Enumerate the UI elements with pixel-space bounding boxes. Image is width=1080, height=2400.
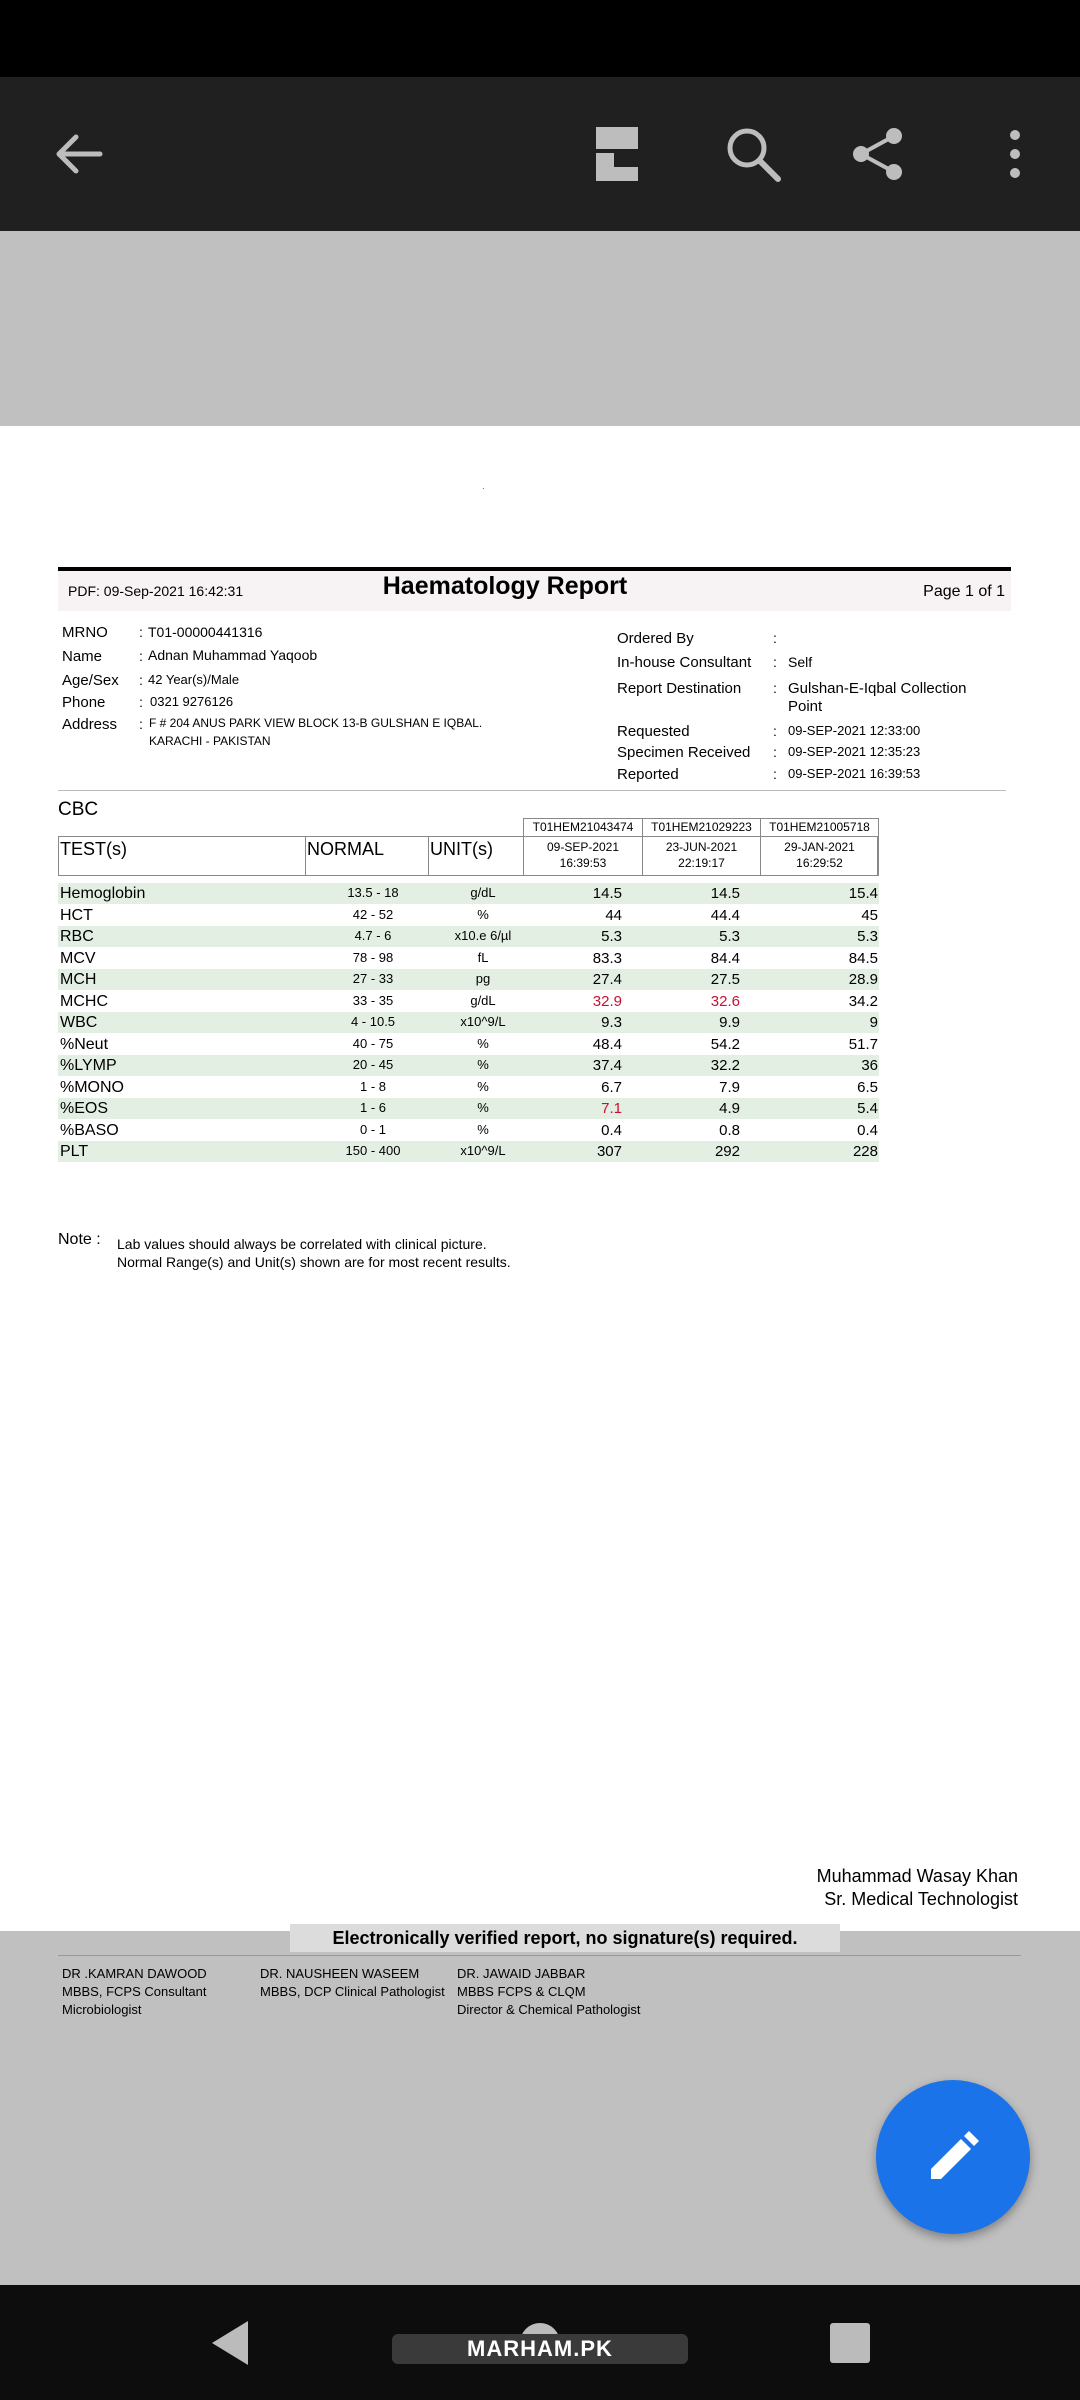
result-1: 6.7: [601, 1078, 622, 1096]
document-viewer[interactable]: [0, 231, 1080, 2285]
destination-label: Report Destination: [617, 680, 742, 697]
table-row: [58, 948, 879, 969]
doctor-2-name: DR. NAUSHEEN WASEEM: [260, 1966, 420, 1981]
run-2-id: T01HEM21029223: [642, 818, 761, 837]
phone-label: Phone: [62, 694, 106, 711]
test-name: %Neut: [60, 1035, 109, 1053]
result-2: 7.9: [719, 1078, 740, 1096]
run-2-datetime: [642, 836, 761, 876]
result-3: 84.5: [848, 949, 878, 967]
page-layout-icon: [594, 125, 640, 183]
test-name: %LYMP: [60, 1057, 117, 1074]
top-toolbar: [0, 77, 1080, 231]
result-2: 84.4: [710, 949, 740, 967]
normal-range: 0 - 1: [359, 1121, 386, 1137]
unit: g/dL: [470, 885, 496, 900]
normal-range: 13.5 - 18: [347, 885, 399, 900]
table-row: [58, 1120, 879, 1141]
result-2: 54.2: [710, 1035, 740, 1053]
result-1: 32.9: [592, 992, 622, 1010]
table-row: [58, 883, 879, 904]
address-line2: KARACHI - PAKISTAN: [149, 734, 271, 748]
result-2: 9.9: [719, 1014, 740, 1031]
run-2-date: 23-JUN-2021: [665, 840, 738, 854]
nav-back-icon: [208, 2319, 252, 2367]
requested-label: Requested: [617, 723, 690, 740]
address-label: Address: [62, 716, 118, 733]
section-title: CBC: [58, 799, 99, 820]
agesex-value: 42 Year(s)/Male: [148, 672, 240, 687]
result-2: 32.2: [710, 1057, 740, 1074]
doctor-3-line2: Director & Chemical Pathologist: [457, 2002, 641, 2017]
result-1: 307: [596, 1143, 622, 1160]
result-3: 36: [861, 1057, 878, 1074]
result-2: 5.3: [719, 928, 740, 945]
result-3: 9: [869, 1014, 878, 1031]
share-icon: [850, 126, 906, 182]
result-3: 45: [861, 906, 878, 924]
normal-range: 1 - 6: [359, 1100, 386, 1115]
result-1: 9.3: [601, 1014, 622, 1031]
mrno-value: T01-00000441316: [148, 624, 263, 640]
result-1: 48.4: [592, 1035, 622, 1053]
result-3: 28.9: [848, 971, 878, 988]
test-name: RBC: [60, 928, 94, 945]
doctor-3-line1: MBBS FCPS & CLQM: [457, 1984, 586, 1999]
normal-range: 20 - 45: [352, 1057, 394, 1072]
result-1: 5.3: [601, 928, 622, 945]
unit: %: [477, 1035, 489, 1051]
specimen-label: Specimen Received: [617, 744, 751, 761]
verified-banner: Electronically verified report, no signature(s) required.: [290, 1924, 840, 1952]
normal-range: 1 - 8: [359, 1078, 386, 1094]
table-row: [58, 1034, 879, 1055]
test-name: WBC: [60, 1014, 98, 1031]
result-2: 292: [714, 1143, 740, 1160]
normal-range: 150 - 400: [345, 1143, 401, 1158]
more-options-button[interactable]: [955, 77, 1075, 231]
unit: %: [477, 1100, 489, 1115]
header-normal: NORMAL: [307, 839, 385, 859]
normal-range: 42 - 52: [352, 906, 394, 922]
unit: pg: [475, 971, 491, 986]
reported-value: 09-SEP-2021 16:39:53: [788, 766, 921, 781]
result-2: 44.4: [710, 906, 740, 924]
note-line-2: Normal Range(s) and Unit(s) shown are for most recent results.: [117, 1254, 511, 1270]
test-name: MCHC: [60, 992, 108, 1010]
page-layout-button[interactable]: [557, 77, 677, 231]
table-row: [58, 991, 879, 1012]
result-3: 5.3: [857, 928, 878, 945]
table-row: [58, 969, 879, 990]
result-3: 51.7: [848, 1035, 878, 1053]
result-3: 6.5: [857, 1078, 878, 1096]
unit: %: [477, 1121, 489, 1137]
table-row: [58, 1012, 879, 1033]
share-button[interactable]: [818, 77, 938, 231]
unit: %: [477, 1078, 489, 1094]
run-1-time: 16:39:53: [559, 856, 607, 870]
run-3-date: 29-JAN-2021: [784, 840, 855, 854]
technologist-name: Muhammad Wasay Khan: [816, 1866, 1018, 1886]
result-1: 37.4: [592, 1057, 622, 1074]
doctor-1-name: DR .KAMRAN DAWOOD: [62, 1966, 207, 1981]
result-2: 27.5: [710, 971, 740, 988]
mrno-label: MRNO: [62, 624, 108, 641]
run-3-datetime: [760, 836, 879, 876]
table-row: [58, 1055, 879, 1076]
note-label: Note :: [58, 1231, 101, 1248]
unit: x10^9/L: [460, 1143, 506, 1158]
nav-recents-icon: [829, 2322, 871, 2364]
agesex-label: Age/Sex: [62, 672, 119, 689]
test-name: HCT: [60, 906, 93, 924]
run-3-id: T01HEM21005718: [760, 818, 879, 837]
table-row: [58, 905, 879, 926]
destination-line1: Gulshan-E-Iqbal Collection: [788, 680, 967, 697]
consultant-value: Self: [788, 654, 813, 670]
back-button[interactable]: [18, 77, 138, 231]
result-1: 14.5: [592, 885, 622, 902]
patient-name: Adnan Muhammad Yaqoob: [148, 647, 318, 663]
normal-range: 78 - 98: [352, 949, 394, 965]
test-name: %BASO: [60, 1121, 119, 1139]
technologist-title: Sr. Medical Technologist: [824, 1889, 1018, 1909]
table-row: [58, 1141, 879, 1162]
unit: %: [477, 1057, 489, 1072]
status-bar: [0, 0, 1080, 77]
search-button[interactable]: [693, 77, 813, 231]
edit-pencil-icon: [923, 2127, 983, 2187]
table-row: [58, 926, 879, 947]
result-1: 7.1: [601, 1100, 622, 1117]
unit: %: [477, 906, 489, 922]
report-title: Haematology Report: [382, 572, 628, 600]
normal-range: 27 - 33: [352, 971, 394, 986]
test-name: %EOS: [60, 1100, 109, 1117]
result-3: 15.4: [848, 885, 878, 902]
consultant-label: In-house Consultant: [617, 654, 752, 671]
destination-line2: Point: [788, 698, 823, 715]
doctor-3: [457, 1965, 641, 2019]
run-2-time: 22:19:17: [678, 856, 725, 870]
header-unit: UNIT(s): [430, 839, 493, 859]
normal-range: 4.7 - 6: [354, 928, 392, 943]
doctor-2-line1: MBBS, DCP Clinical Pathologist: [260, 1984, 445, 1999]
pdf-date: PDF: 09-Sep-2021 16:42:31: [68, 583, 244, 599]
doctor-1-line2: Microbiologist: [62, 2002, 142, 2017]
arrow-left-icon: [50, 126, 106, 182]
page-number: Page 1 of 1: [923, 583, 1005, 600]
doctor-2: [260, 1965, 445, 2001]
nav-recents-button[interactable]: [800, 2285, 900, 2400]
result-2: 0.8: [719, 1121, 740, 1139]
unit: x10^9/L: [460, 1014, 506, 1029]
test-name: PLT: [60, 1143, 89, 1160]
reported-label: Reported: [617, 766, 679, 783]
test-name: MCH: [60, 971, 97, 988]
normal-range: 33 - 35: [352, 992, 394, 1008]
result-3: 34.2: [848, 992, 878, 1010]
result-2: 32.6: [710, 992, 740, 1010]
normal-range: 4 - 10.5: [350, 1014, 396, 1029]
section-divider: [58, 790, 1006, 791]
specimen-value: 09-SEP-2021 12:35:23: [788, 744, 921, 759]
result-3: 228: [852, 1143, 878, 1160]
watermark-text: MARHAM.PK: [392, 2334, 688, 2364]
result-2: 14.5: [710, 885, 740, 902]
result-3: 5.4: [857, 1100, 878, 1117]
address-line1: F # 204 ANUS PARK VIEW BLOCK 13-B GULSHAN E IQBAL.: [149, 716, 483, 730]
result-1: 27.4: [592, 971, 622, 988]
run-3-time: 16:29:52: [796, 856, 843, 870]
report-page: . PDF: 09-Sep-2021 16:42:31 Haematology Report Page 1 of 1 MRNO : T01-00000441316 Name : Adnan Muhammad Yaqoob Age/Sex : 42 Year(s)/Male Phone : 0321 9276126 Address : F # 204 ANUS PARK VIEW BLOCK 13-B GULSHAN E IQBAL. KARACHI - PAKISTAN Ordered By : In-house Consultant : Self Report Destination : Gulshan-E-Iqbal Collection Point Requested : 09-SEP-2021 12:33:00 Specimen Received : 09-SEP-2021 12:35:23 Reported : 09-SEP-2021 16:39:53 CBC TEST(s) NORMAL UNIT(s) T01HEM21043474 09-SEP-2021 16:39:53 T01HEM21029223 23-JUN-2021 22:19:17 T01HEM21005718 29-JAN-2021 16:29:52 Hemoglobin 13.5 - 18 g/dL 14.5 14.5 15.4 HCT 42 - 52 % 44 44.4 45 RBC 4.7 - 6 x10.e 6/µl 5.3 5.3 5.3 MCV 78 - 98 fL 83.3 84.4 84.5 MCH 27 - 33 pg 27.4 27.5 28.9 MCHC 33 - 35 g/dL 32.9 32.6 34.2 WBC 4 - 10.5 x10^9/L 9.3 9.9 9 %Neut 40 - 75 % 48.4 54.2 51.7 %LYMP 20 - 45 % 37.4 32.2 36 %MONO 1 - 8 % 6.7 7.9 6.5 %EOS 1 - 6 % 7.1 4.9 5.4 %BASO 0 - 1 % 0.4 0.8 0.4 PLT 150 - 400 x10^9/L 307 292 228 Note : Lab values should always be correlated with clinical picture. Normal Range(s) and Unit(s) shown are for most recent results. Muhammad Wasay Khan Sr. Medical Technologist Electronically verified report, no signature(s) required. DR .KAMRAN DAWOOD MBBS, FCPS Consultant Microbiologist DR. NAUSHEEN WASEEM MBBS, DCP Clinical Pathologist DR. JAWAID JABBAR MBBS FCPS & CLQM Director & Chemical Pathologist: [0, 426, 1080, 1931]
table-row: [58, 1077, 879, 1098]
result-1: 83.3: [592, 949, 622, 967]
run-1-date: 09-SEP-2021: [546, 840, 620, 854]
test-name: Hemoglobin: [60, 885, 146, 902]
signature-rule: [58, 1955, 1021, 1956]
nav-back-button[interactable]: [180, 2285, 280, 2400]
table-row: [58, 1098, 879, 1119]
page-dot: .: [482, 481, 485, 492]
doctor-1: [62, 1965, 207, 2019]
result-2: 4.9: [719, 1100, 740, 1117]
requested-value: 09-SEP-2021 12:33:00: [788, 723, 921, 738]
header-test: TEST(s): [60, 839, 127, 859]
phone-value: 0321 9276126: [150, 694, 234, 709]
search-icon: [724, 125, 782, 183]
run-1-datetime: [523, 836, 643, 876]
doctor-1-line1: MBBS, FCPS Consultant: [62, 1984, 207, 1999]
unit: x10.e 6/µl: [454, 928, 512, 943]
result-1: 44: [605, 906, 622, 924]
name-label: Name: [62, 648, 103, 665]
edit-fab-button[interactable]: [876, 2080, 1030, 2234]
result-1: 0.4: [601, 1121, 622, 1139]
test-name: MCV: [60, 949, 96, 967]
run-1-id: T01HEM21043474: [523, 818, 643, 837]
unit: g/dL: [470, 992, 496, 1008]
note-line-1: Lab values should always be correlated with clinical picture.: [117, 1236, 487, 1252]
normal-range: 40 - 75: [352, 1035, 394, 1051]
ordered-by-label: Ordered By: [617, 630, 694, 647]
more-vert-icon: [1007, 129, 1023, 179]
unit: fL: [477, 949, 489, 965]
result-3: 0.4: [857, 1121, 878, 1139]
doctor-3-name: DR. JAWAID JABBAR: [457, 1966, 586, 1981]
test-name: %MONO: [60, 1078, 124, 1096]
